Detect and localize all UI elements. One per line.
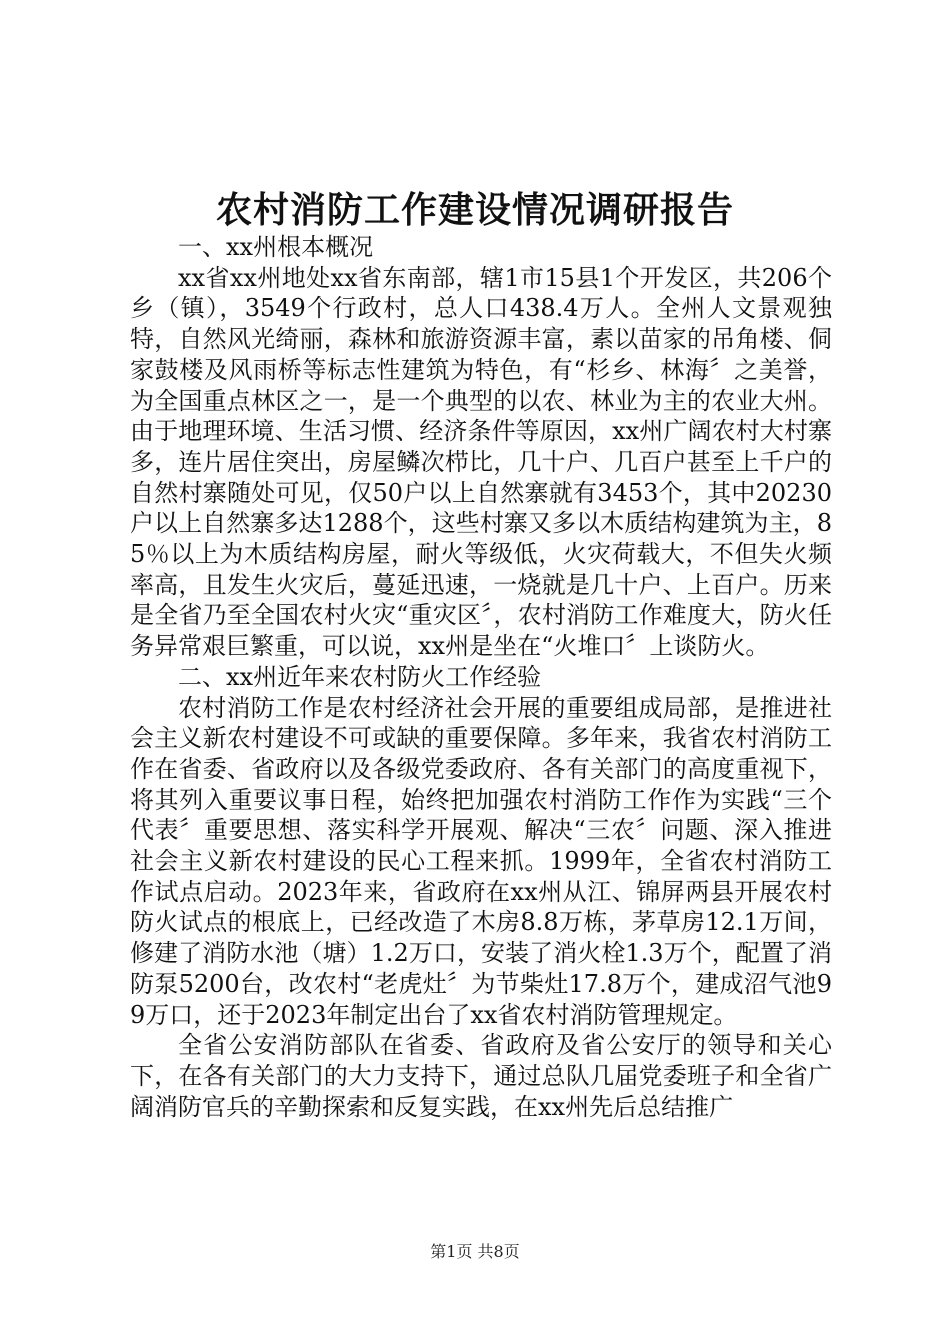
section-heading-1: 一、xx州根本概况	[178, 233, 374, 261]
document-body	[130, 232, 832, 1122]
section-heading-2: 二、xx州近年来农村防火工作经验	[178, 662, 542, 691]
paragraph: xx省xx州地处xx省东南部，辖1市15县1个开发区，共206个乡（镇），3549个行政村，总人口438.4万人。全州人文景观独特，自然风光绮丽，森林和旅游资源丰富，素以苗家的吊角楼、侗家鼓楼及风雨桥等标志性建筑为特色，有“杉乡、林海〞之美誉，为全国重点林区之一，是一个典型的以农、林业为主的农业大州。由于地理环境、生活习惯、经济条件等原因，xx州广阔农村大村寨多，连片居住突出，房屋鳞次栉比，几十户、几百户甚至上千户的自然村寨随处可见，仅50户以上自然寨就有3453个，其中20230户以上自然寨多达1288个，这些村寨又多以木质结构建筑为主，85％以上为木质结构房屋，耐火等级低，火灾荷载大，不但失火频率高，且发生火灾后，蔓延迅速，一烧就是几十户、上百户。历来是全省乃至全国农村火灾“重灾区〞，农村消防工作难度大，防火任务异常艰巨繁重，可以说，xx州是坐在“火堆口〞上谈防火。	[130, 263, 832, 661]
paragraph: 农村消防工作是农村经济社会开展的重要组成局部，是推进社会主义新农村建设不可或缺的重要保障。多年来，我省农村消防工作在省委、省政府以及各级党委政府、各有关部门的高度重视下，将其列入重要议事日程，始终把加强农村消防工作作为实践“三个代表〞重要思想、落实科学开展观、解决“三农〞问题、深入推进社会主义新农村建设的民心工程来抓。1999年，全省农村消防工作试点启动。2023年来，省政府在xx州从江、锦屏两县开展农村防火试点的根底上，已经改造了木房8.8万栋，茅草房12.1万间，修建了消防水池（塘）1.2万口，安装了消火栓1.3万个，配置了消防泵5200台，改农村“老虎灶〞为节柴灶17.8万个，建成沼气池99万口，还于2023年制定出台了xx省农村消防管理规定。	[130, 693, 832, 1029]
page-number-footer: 第1页 共8页	[430, 1242, 520, 1261]
document-title: 农村消防工作建设情况调研报告	[215, 189, 734, 231]
paragraph: 全省公安消防部队在省委、省政府及省公安厅的领导和关心下，在各有关部门的大力支持下，通过总队几届党委班子和全省广阔消防官兵的辛勤探索和反复实践，在xx州先后总结推广	[130, 1031, 832, 1121]
